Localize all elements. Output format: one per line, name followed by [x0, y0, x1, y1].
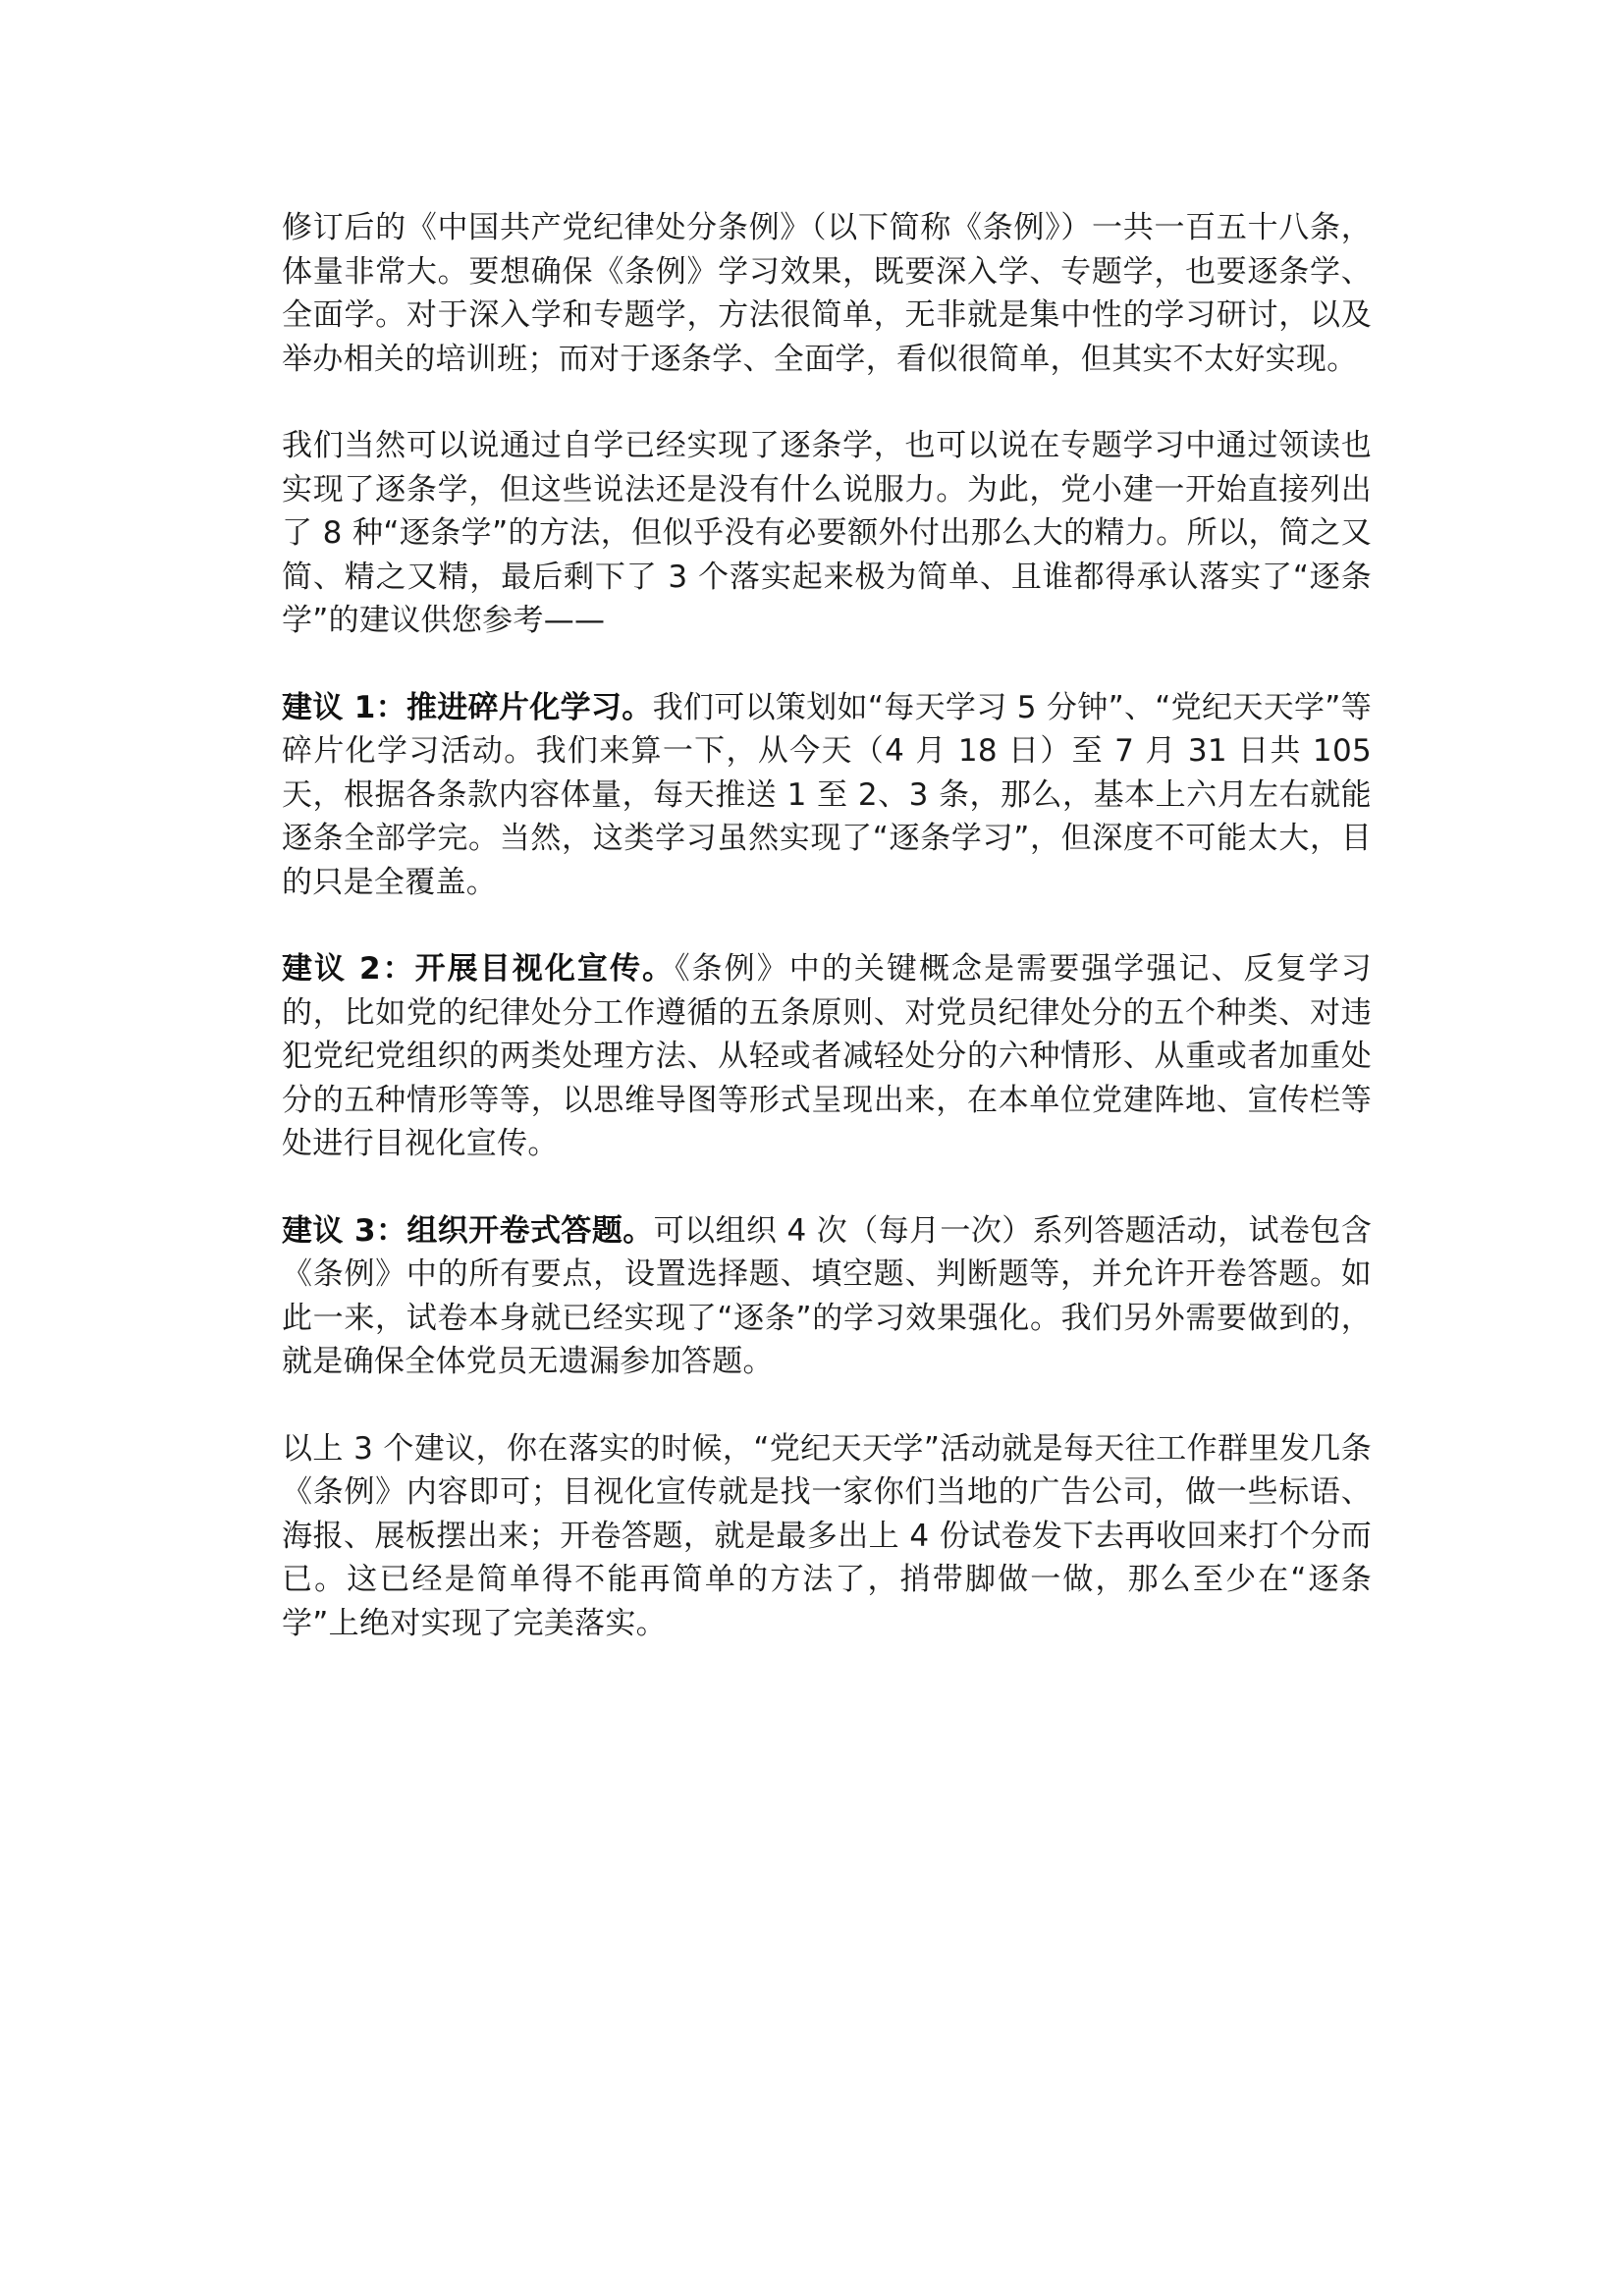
intro-paragraph-1: 修订后的《中国共产党纪律处分条例》（以下简称《条例》）一共一百五十八条，体量非常大。要想确保《条例》学习效果，既要深入学、专题学，也要逐条学、全面学。对于深入学和专题学，方法很简单，无非就是集中性的学习研讨，以及举办相关的培训班；而对于逐条学、全面学，看似很简单，但其实不太好实现。 [282, 210, 1372, 377]
suggestion-2-title: 建议 2：开展目视化宣传。 [282, 951, 676, 987]
suggestion-3-paragraph [282, 1209, 1372, 1384]
suggestion-1-title: 建议 1：推进碎片化学习。 [282, 689, 653, 725]
intro-paragraph-2: 我们当然可以说通过自学已经实现了逐条学，也可以说在专题学习中通过领读也实现了逐条学，但这些说法还是没有什么说服力。为此，党小建一开始直接列出了 8 种“逐条学”的方法，但似乎没有必要额外付出那么大的精力。所以，简之又简、精之又精，最后剩下了 3 个落实起来极为简单、且谁都得承认落实了“逐条学”的建议供您参考—— [282, 428, 1372, 638]
conclusion-paragraph: 以上 3 个建议，你在落实的时候，“党纪天天学”活动就是每天往工作群里发几条《条例》内容即可；目视化宣传就是找一家你们当地的广告公司，做一些标语、海报、展板摆出来；开卷答题，就是最多出上 4 份试卷发下去再收回来打个分而已。这已经是简单得不能再简单的方法了，捎带脚做一做，那么至少在“逐条学”上绝对实现了完美落实。 [282, 1430, 1372, 1641]
suggestion-1-body: 我们可以策划如“每天学习 5 分钟”、“党纪天天学”等碎片化学习活动。我们来算一下，从今天（4 月 18 日）至 7 月 31 日共 105 天，根据各条款内容体量，每天推送 1 至 2、3 条，那么，基本上六月左右就能逐条全部学完。当然，这类学习虽然实现了“逐条学习”，但深度不可能太大，目的只是全覆盖。 [282, 689, 1372, 900]
suggestion-2-body: 《条例》中的关键概念是需要强学强记、反复学习的，比如党的纪律处分工作遵循的五条原则、对党员纪律处分的五个种类、对违犯党纪党组织的两类处理方法、从轻或者减轻处分的六种情形、从重或者加重处分的五种情形等等，以思维导图等形式呈现出来，在本单位党建阵地、宣传栏等处进行目视化宣传。 [282, 951, 1372, 1161]
suggestion-3-body: 可以组织 4 次（每月一次）系列答题活动，试卷包含《条例》中的所有要点，设置选择题、填空题、判断题等，并允许开卷答题。如此一来，试卷本身就已经实现了“逐条”的学习效果强化。我们另外需要做到的，就是确保全体党员无遗漏参加答题。 [282, 1212, 1372, 1379]
suggestion-1-paragraph [282, 686, 1372, 905]
suggestion-3-title: 建议 3：组织开卷式答题。 [282, 1212, 654, 1249]
suggestion-2-paragraph [282, 947, 1372, 1166]
document-body [282, 206, 1372, 1688]
